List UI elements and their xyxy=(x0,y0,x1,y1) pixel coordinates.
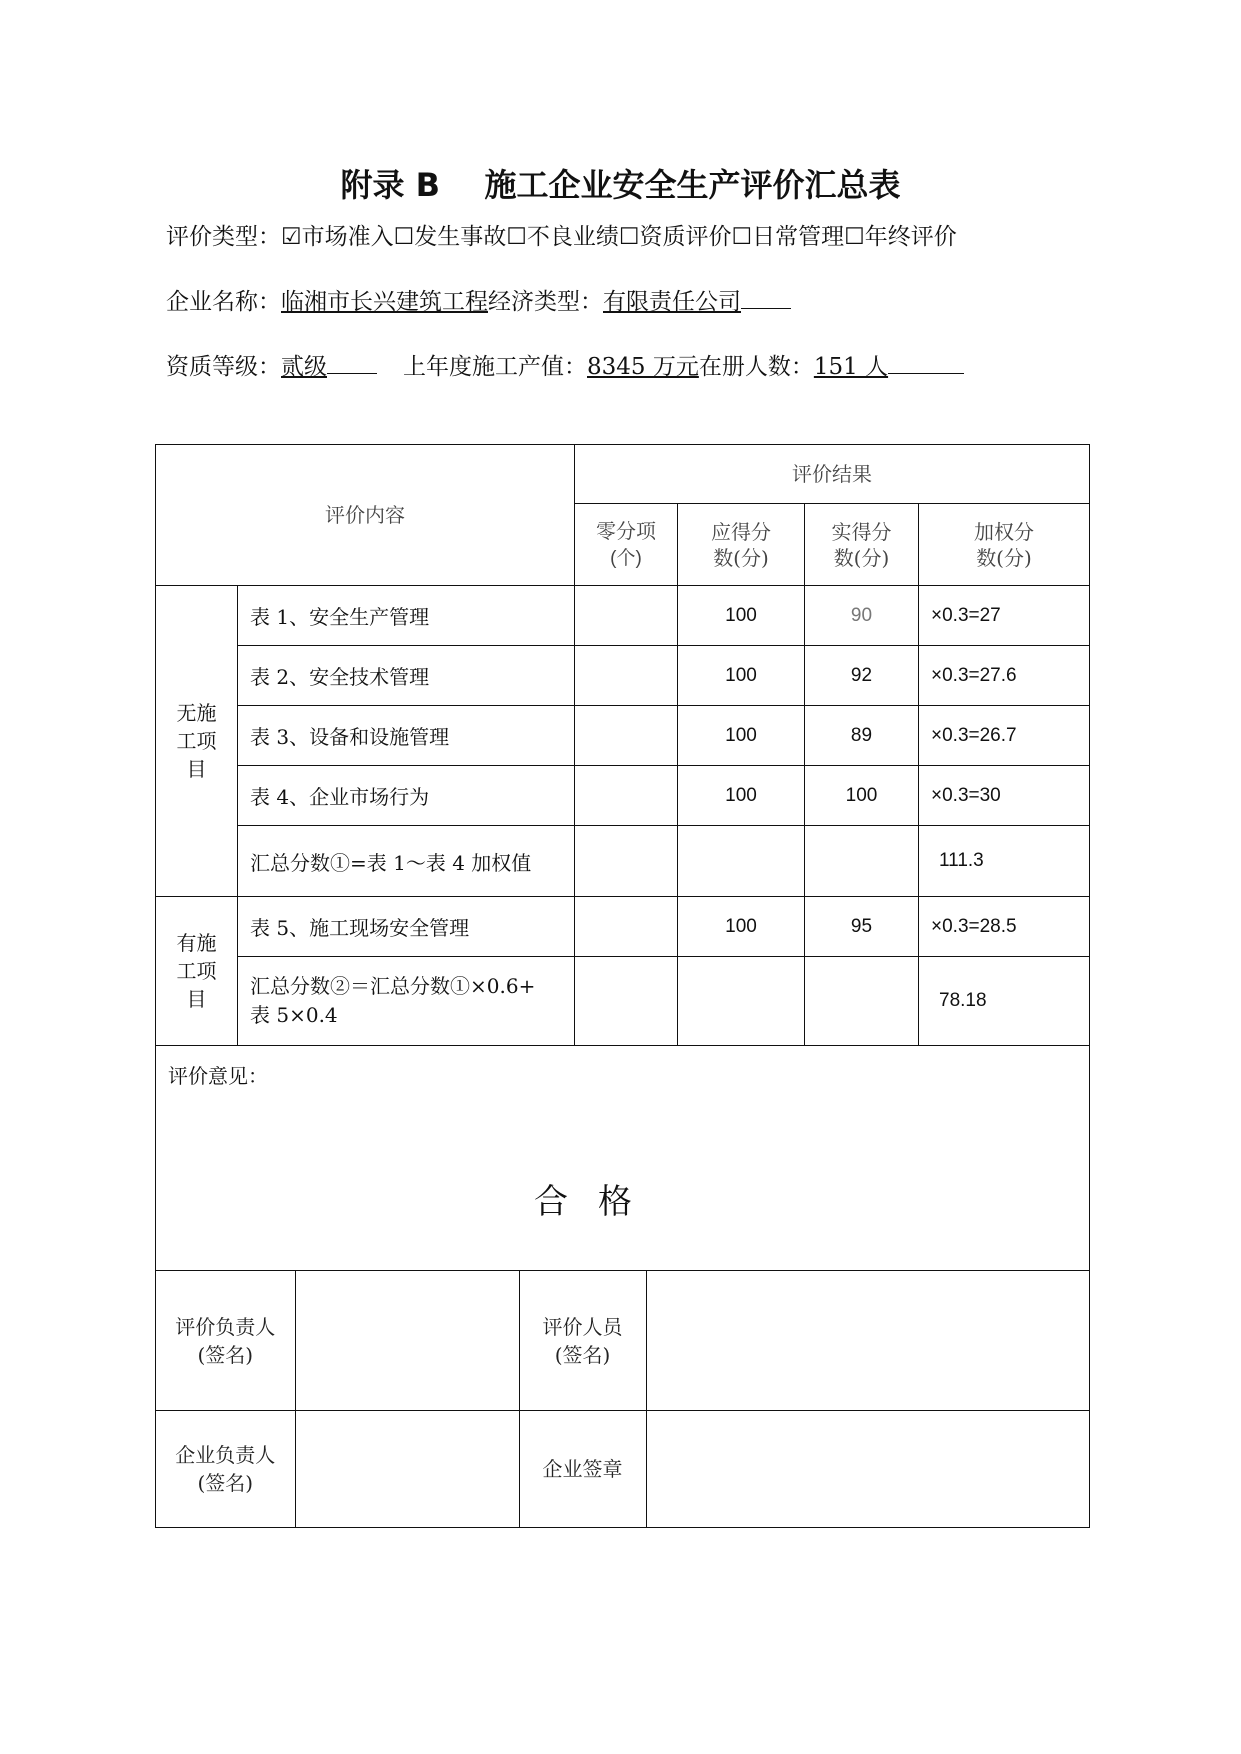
grade-label: 资质等级： xyxy=(166,354,281,380)
staff-label: 在册人数： xyxy=(698,354,814,380)
checked-box-icon: ☑ xyxy=(281,224,302,250)
row-item: 表 3、设备和设施管理 xyxy=(238,706,575,766)
actual-score-header: 实得分 数(分) xyxy=(805,504,919,586)
eval-type-option-qualification[interactable]: ☐资质评价 xyxy=(618,224,732,250)
checkbox-icon: ☐ xyxy=(393,224,415,250)
table-row xyxy=(156,586,1090,646)
actual-cell: 89 xyxy=(805,706,919,766)
weighted-cell: ×0.3=27 xyxy=(919,586,1090,646)
page-title: 附录 B 施工企业安全生产评价汇总表 xyxy=(340,166,901,204)
summary2-item: 汇总分数②＝汇总分数①×0.6+ 表 5×0.4 xyxy=(238,957,575,1046)
signature-row-1 xyxy=(156,1271,1090,1411)
group-label-no-project: 无施 工项 目 xyxy=(156,586,238,897)
actual-cell xyxy=(805,957,919,1046)
actual-cell: 90 xyxy=(805,586,919,646)
company-name-label: 企业名称： xyxy=(166,289,281,315)
company-seal-area[interactable] xyxy=(646,1411,1089,1527)
econ-type-value: 有限责任公司 xyxy=(603,289,741,315)
zero-cell xyxy=(575,766,678,826)
summary-row-2 xyxy=(156,957,1090,1046)
weighted-score-header: 加权分 数(分) xyxy=(919,504,1090,586)
table-row xyxy=(156,706,1090,766)
checkbox-icon: ☐ xyxy=(731,224,753,250)
summary1-weighted: 111.3 xyxy=(919,826,1090,897)
zero-cell xyxy=(575,957,678,1046)
opinion-cell xyxy=(156,1046,1090,1271)
weighted-cell: ×0.3=30 xyxy=(919,766,1090,826)
checkbox-icon: ☐ xyxy=(618,224,640,250)
due-score-header: 应得分 数(分) xyxy=(678,504,805,586)
due-cell xyxy=(678,826,805,897)
content-header: 评价内容 xyxy=(156,445,575,586)
qualification-line xyxy=(166,348,964,381)
due-cell: 100 xyxy=(678,897,805,957)
eval-type-option-market-entry[interactable]: ☑市场准入 xyxy=(281,224,394,250)
staff-value: 151 人 xyxy=(813,354,889,380)
zero-cell xyxy=(575,826,678,897)
summary-row-1 xyxy=(156,826,1090,897)
eval-type-option-daily[interactable]: ☐日常管理 xyxy=(731,224,845,250)
eval-type-line xyxy=(166,218,957,251)
row-item: 表 1、安全生产管理 xyxy=(238,586,575,646)
eval-type-option-bad-record[interactable]: ☐不良业绩 xyxy=(506,224,619,250)
actual-cell xyxy=(805,826,919,897)
evaluator-label: 评价人员 (签名) xyxy=(519,1271,646,1410)
group-label-with-project: 有施 工项 目 xyxy=(156,897,238,1046)
table-row xyxy=(156,897,1090,957)
zero-cell xyxy=(575,706,678,766)
output-value: 8345 万元 xyxy=(587,354,699,380)
opinion-result: 合格 xyxy=(534,1182,662,1222)
due-cell: 100 xyxy=(678,706,805,766)
company-leader-signature[interactable] xyxy=(295,1411,519,1527)
econ-type-label: 经济类型： xyxy=(488,289,603,315)
company-line xyxy=(166,283,791,316)
table-row xyxy=(156,766,1090,826)
row-item: 表 4、企业市场行为 xyxy=(238,766,575,826)
evaluator-signature[interactable] xyxy=(646,1271,1089,1410)
actual-cell: 92 xyxy=(805,646,919,706)
opinion-row xyxy=(156,1046,1090,1271)
due-cell: 100 xyxy=(678,646,805,706)
zero-cell xyxy=(575,646,678,706)
checkbox-icon: ☐ xyxy=(506,224,527,250)
due-cell xyxy=(678,957,805,1046)
signature-row-2 xyxy=(156,1411,1090,1528)
row-item: 表 2、安全技术管理 xyxy=(238,646,575,706)
company-leader-label: 企业负责人 (签名) xyxy=(156,1411,295,1527)
summary2-weighted: 78.18 xyxy=(919,957,1090,1046)
due-cell: 100 xyxy=(678,586,805,646)
result-header: 评价结果 xyxy=(575,445,1090,504)
opinion-label: 评价意见： xyxy=(168,1064,268,1088)
weighted-cell: ×0.3=27.6 xyxy=(919,646,1090,706)
zero-cell xyxy=(575,897,678,957)
table-row xyxy=(156,646,1090,706)
weighted-cell: ×0.3=28.5 xyxy=(919,897,1090,957)
due-cell: 100 xyxy=(678,766,805,826)
company-name-value: 临湘市长兴建筑工程 xyxy=(281,289,488,315)
eval-type-option-accident[interactable]: ☐发生事故 xyxy=(393,224,507,250)
eval-type-label: 评价类型： xyxy=(166,224,281,250)
zero-cell xyxy=(575,586,678,646)
eval-leader-signature[interactable] xyxy=(295,1271,519,1410)
row-item: 表 5、施工现场安全管理 xyxy=(238,897,575,957)
summary1-item: 汇总分数①=表 1～表 4 加权值 xyxy=(238,826,575,897)
grade-value: 贰级 xyxy=(281,354,327,380)
output-label: 上年度施工产值： xyxy=(403,354,587,380)
weighted-cell: ×0.3=26.7 xyxy=(919,706,1090,766)
actual-cell: 95 xyxy=(805,897,919,957)
company-seal-label: 企业签章 xyxy=(519,1411,646,1527)
evaluation-table xyxy=(155,444,1090,1528)
actual-cell: 100 xyxy=(805,766,919,826)
eval-leader-label: 评价负责人 (签名) xyxy=(156,1271,295,1410)
checkbox-icon: ☐ xyxy=(844,224,865,250)
zero-items-header: 零分项 (个) xyxy=(575,504,678,586)
eval-type-option-year-end[interactable]: ☐年终评价 xyxy=(844,224,957,250)
